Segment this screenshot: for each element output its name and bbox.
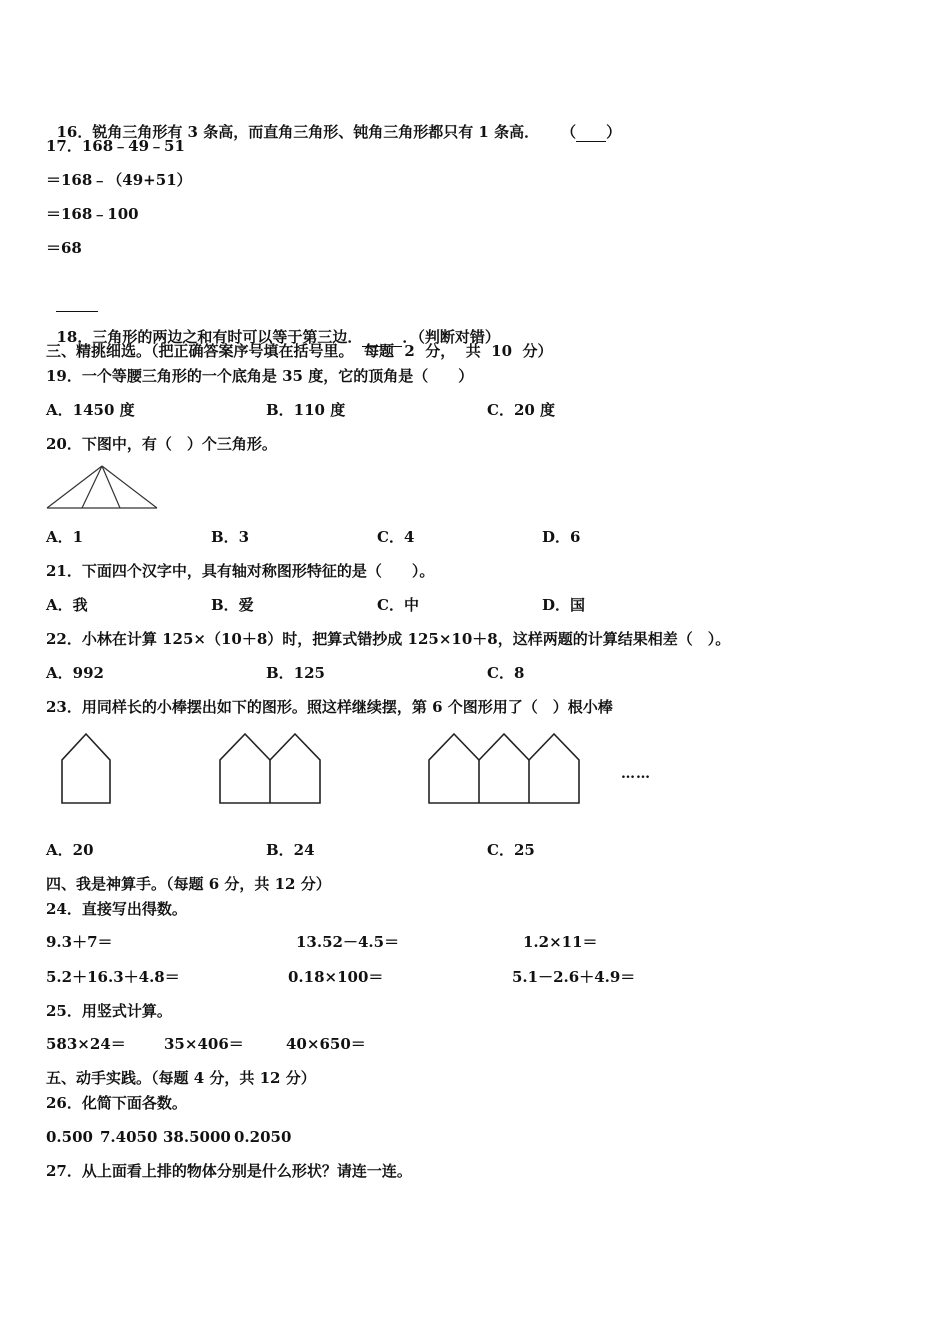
question-24-text: 24．直接写出得数。 [46,900,187,918]
q24-item: 5.2＋16.3＋4.8＝ [46,968,180,986]
question-25-text: 25．用竖式计算。 [46,1002,172,1020]
q21-option-a: A．我 [46,596,88,614]
section-3-title: 三、精挑细选。（把正确答案序号填在括号里。 每题 2 分， 共 10 分） [46,342,553,360]
q23-option-b: B．24 [266,841,315,859]
answer-paren-open: （ [561,123,577,141]
question-17-line-1: 17．168﹣49﹣51 [46,137,185,155]
q25-item: 35×406＝ [164,1035,244,1053]
q24-item: 5.1－2.6＋4.9＝ [512,968,636,986]
question-23-text: 23．用同样长的小棒摆出如下的图形。照这样继续摆，第 6 个图形用了（ ）根小棒 [46,698,613,716]
question-21-text: 21．下面四个汉字中，具有轴对称图形特征的是（ ）。 [46,562,435,580]
q22-option-b: B．125 [266,664,325,682]
q21-option-c: C．中 [377,596,419,614]
q20-option-a: A．1 [46,528,84,546]
question-18-suffix: ．（判断对错） [402,328,500,346]
q24-item: 9.3＋7＝ [46,933,113,951]
q26-item: 38.5000 [163,1128,231,1146]
q20-option-c: C．4 [377,528,415,546]
q25-item: 40×650＝ [286,1035,366,1053]
question-22-text: 22．小林在计算 125×（10＋8）时，把算式错抄成 125×10＋8，这样两题的计算结果相差（ ）。 [46,630,731,648]
q21-option-b: B．爱 [211,596,254,614]
q21-option-d: D．国 [542,596,586,614]
question-16-text: 16．锐角三角形有 3 条高，而直角三角形、钝角三角形都只有 1 条高． [56,123,540,141]
q19-option-a: A．1450 度 [46,401,135,419]
question-26-text: 26．化简下面各数。 [46,1094,187,1112]
q24-item: 1.2×11＝ [523,933,598,951]
q25-item: 583×24＝ [46,1035,126,1053]
section-4-title: 四、我是神算手。（每题 6 分，共 12 分） [46,875,331,893]
section-5-title: 五、动手实践。（每题 4 分，共 12 分） [46,1069,316,1087]
q19-option-c: C．20 度 [487,401,556,419]
q20-option-b: B．3 [211,528,250,546]
question-17-line-4: ＝68 [46,239,82,257]
q26-item: 0.500 [46,1128,93,1146]
q20-option-d: D．6 [542,528,581,546]
q24-item: 0.18×100＝ [288,968,384,986]
q26-item: 0.2050 [234,1128,292,1146]
q26-item: 7.4050 [100,1128,158,1146]
question-27-text: 27．从上面看上排的物体分别是什么形状？请连一连。 [46,1162,412,1180]
q22-option-c: C．8 [487,664,525,682]
q23-option-a: A．20 [46,841,94,859]
question-17-line-3: ＝168﹣100 [46,205,139,223]
question-20-text: 20．下图中，有（ ）个三角形。 [46,435,277,453]
q19-option-b: B．110 度 [266,401,346,419]
q24-item: 13.52－4.5＝ [296,933,400,951]
continuation-ellipsis: …… [621,766,651,782]
question-19-text: 19．一个等腰三角形的一个底角是 35 度，它的顶角是（ ） [46,367,474,385]
q22-option-a: A．992 [46,664,104,682]
question-18-text: 18．三角形的两边之和有时可以等于第三边． [56,328,363,346]
answer-paren-close: ） [606,123,622,141]
question-17-line-2: ＝168﹣（49+51） [46,171,192,189]
q23-option-c: C．25 [487,841,535,859]
